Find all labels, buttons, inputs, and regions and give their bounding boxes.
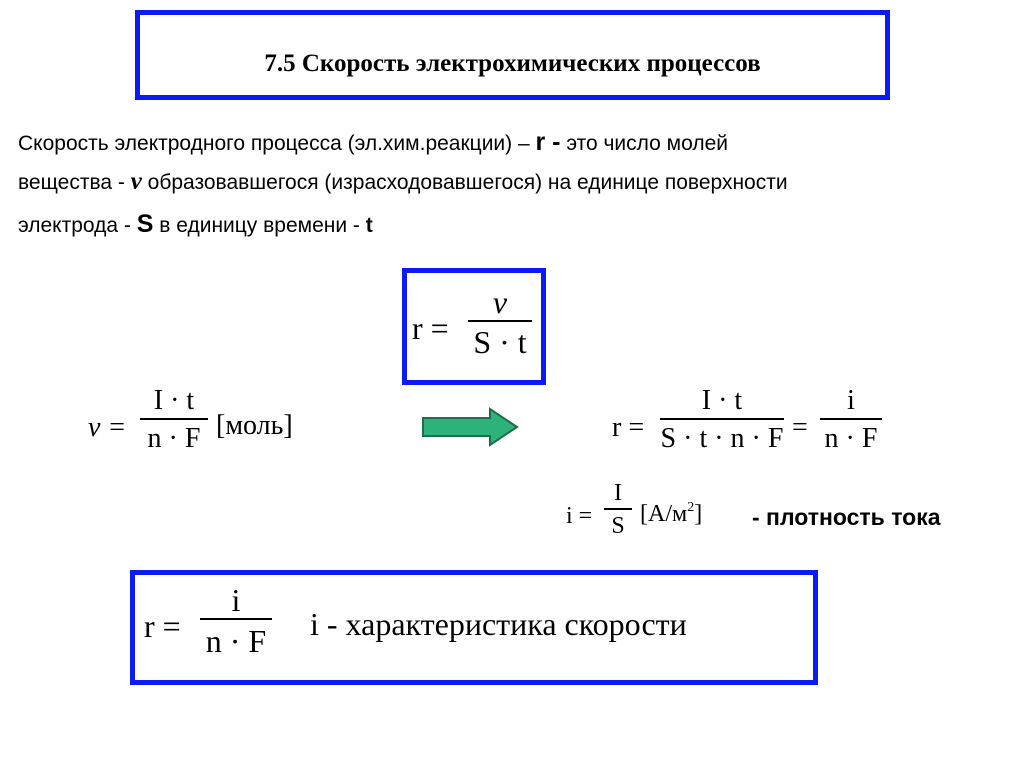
moles-fraction xyxy=(140,384,208,458)
rate-denominator: S · t xyxy=(473,324,527,360)
derived-equals: = xyxy=(792,412,808,443)
moles-denominator: n · F xyxy=(147,423,201,454)
arrow-right-icon xyxy=(420,407,520,447)
intro-line-3 xyxy=(18,210,373,239)
final-numerator: i xyxy=(231,582,241,618)
symbol-t: t xyxy=(365,214,373,237)
derived-denominator-2: n · F xyxy=(824,423,878,454)
derived-fraction-1 xyxy=(660,384,784,458)
intro-line-2 xyxy=(18,168,788,196)
symbol-nu: ν xyxy=(130,168,142,195)
moles-unit: [моль] xyxy=(216,410,293,441)
intro-text: вещества - xyxy=(18,171,131,194)
rate-lhs: r = xyxy=(412,310,449,346)
derived-lhs: r = xyxy=(612,412,645,443)
intro-line-1 xyxy=(18,128,728,157)
moles-lhs: ν = xyxy=(88,412,127,443)
intro-text: это число молей xyxy=(560,132,728,155)
rate-numerator: ν xyxy=(492,284,508,320)
derived-fraction-2 xyxy=(820,384,882,458)
intro-text: электрода - xyxy=(18,214,137,237)
density-fraction xyxy=(604,478,632,542)
symbol-r: r - xyxy=(535,128,561,156)
final-lhs: r = xyxy=(144,608,181,644)
moles-numerator: I · t xyxy=(153,385,195,416)
derived-numerator-1: I · t xyxy=(701,385,743,416)
final-denominator: n · F xyxy=(205,623,267,659)
derived-denominator-1: S · t · n · F xyxy=(660,423,784,454)
intro-text: Скорость электродного процесса (эл.хим.реакции) – xyxy=(18,132,536,155)
density-denominator: S xyxy=(611,513,625,539)
page-title: 7.5 Скорость электрохимических процессов xyxy=(264,50,761,77)
intro-text: образовавшегося (израсходовавшегося) на единице поверхности xyxy=(141,171,788,194)
symbol-s: S xyxy=(136,210,154,238)
density-unit: $[А/м^2]$ xyxy=(640,500,703,527)
intro-text: в единицу времени - xyxy=(153,214,366,237)
derived-numerator-2: i xyxy=(847,385,855,416)
final-fraction xyxy=(200,582,272,662)
final-caption: i - характеристика скорости xyxy=(310,606,687,642)
density-label: - плотность тока xyxy=(752,504,941,530)
density-numerator: I xyxy=(614,480,622,506)
density-lhs: i = xyxy=(566,503,593,529)
rate-fraction xyxy=(468,284,532,362)
